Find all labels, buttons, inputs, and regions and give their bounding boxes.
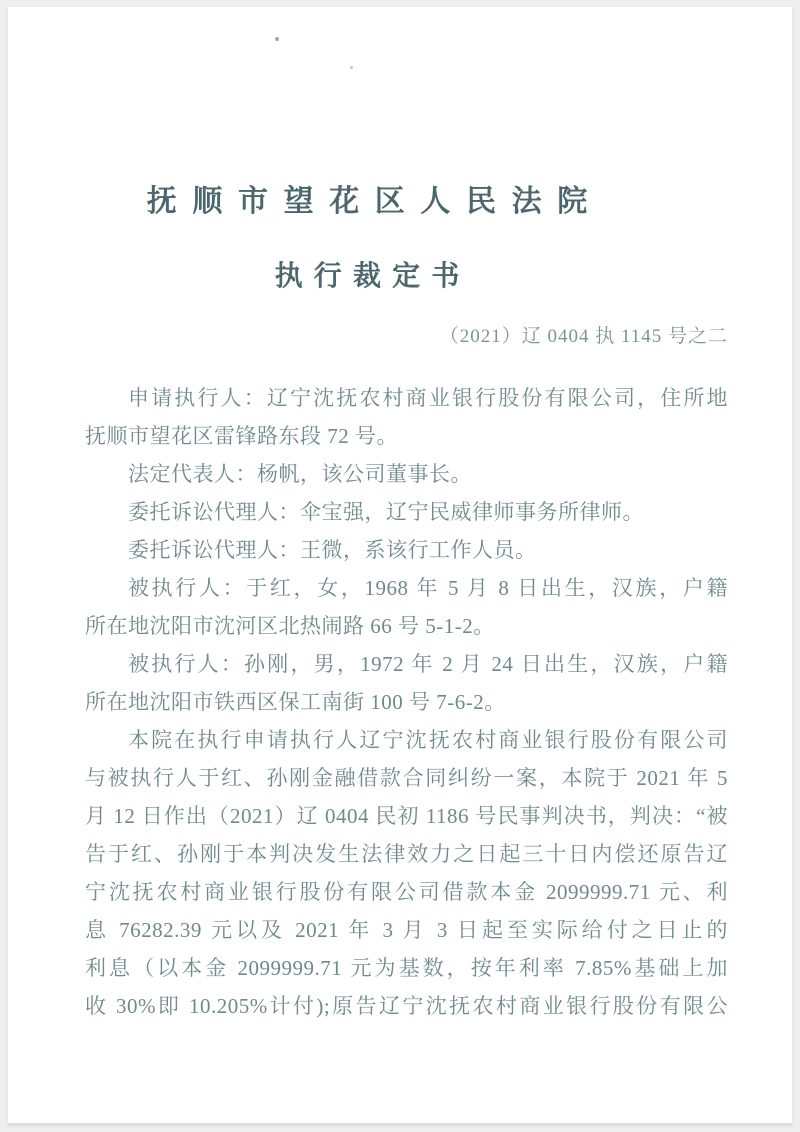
body-line: 告于红、孙刚于本判决发生法律效力之日起三十日内偿还原告辽 [85, 842, 728, 866]
case-number: （2021）辽 0404 执 1145 号之二 [439, 326, 728, 347]
scan-artifact-dot [275, 37, 279, 41]
body-line: 抚顺市望花区雷锋路东段 72 号。 [85, 424, 398, 448]
body-line: 收 30%即 10.205%计付);原告辽宁沈抚农村商业银行股份有限公 [85, 994, 728, 1018]
body-line: 本院在执行申请执行人辽宁沈抚农村商业银行股份有限公司 [128, 728, 728, 752]
body-line: 申请执行人：辽宁沈抚农村商业银行股份有限公司，住所地 [128, 386, 728, 410]
document-body [85, 379, 728, 1025]
body-line: 与被执行人于红、孙刚金融借款合同纠纷一案，本院于 2021 年 5 [85, 766, 728, 790]
document-page [8, 7, 792, 1124]
body-line: 息 76282.39 元以及 2021 年 3 月 3 日起至实际给付之日止的 [85, 918, 728, 942]
document-title: 执行裁定书 [274, 261, 471, 292]
court-name: 抚顺市望花区人民法院 [146, 185, 603, 218]
body-line: 法定代表人：杨帆，该公司董事长。 [128, 462, 472, 486]
body-line: 委托诉讼代理人：王微，系该行工作人员。 [128, 538, 537, 562]
body-line: 利息（以本金 2099999.71 元为基数，按年利率 7.85%基础上加 [85, 956, 728, 980]
body-line: 被执行人：孙刚，男，1972 年 2 月 24 日出生，汉族，户籍 [128, 652, 728, 676]
body-line: 宁沈抚农村商业银行股份有限公司借款本金 2099999.71 元、利 [85, 880, 728, 904]
body-line: 委托诉讼代理人：伞宝强，辽宁民威律师事务所律师。 [128, 500, 644, 524]
scan-artifact-dot [350, 66, 353, 69]
body-line: 所在地沈阳市沈河区北热闹路 66 号 5-1-2。 [85, 614, 495, 638]
body-line: 所在地沈阳市铁西区保工南街 100 号 7-6-2。 [85, 690, 506, 714]
body-line: 被执行人：于红，女，1968 年 5 月 8 日出生，汉族，户籍 [128, 576, 728, 600]
document-header [8, 7, 792, 294]
body-line: 月 12 日作出（2021）辽 0404 民初 1186 号民事判决书，判决：“被 [85, 804, 728, 828]
